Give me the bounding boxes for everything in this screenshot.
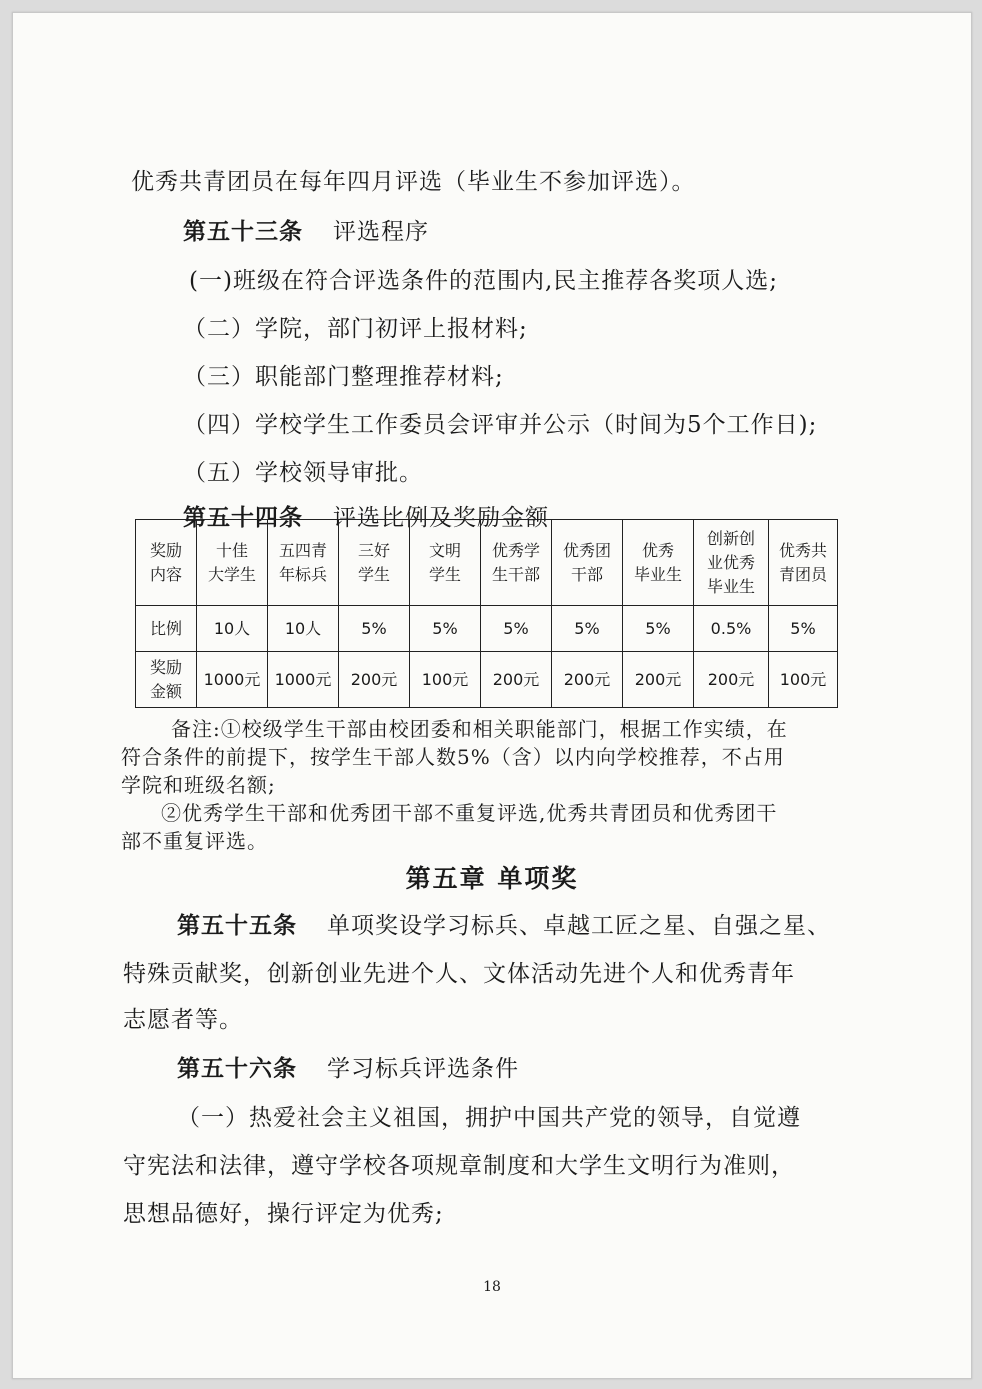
paragraph-line: 志愿者等。 [123, 1007, 243, 1033]
header-cell: 优秀学 生干部 [481, 520, 552, 606]
article-title: 第五十三条 [183, 218, 303, 245]
article-text: 单项奖设学习标兵、卓越工匠之星、自强之星、 [327, 913, 831, 939]
header-cell: 优秀团 干部 [552, 520, 623, 606]
ratio-cell: 5% [410, 606, 481, 652]
article-subject: 评选程序 [333, 219, 429, 245]
list-item: (一)班级在符合评选条件的范围内,民主推荐各奖项人选; [189, 268, 779, 294]
chapter-title: 第五章 单项奖 [405, 864, 579, 893]
article-title: 第五十五条 [177, 912, 297, 939]
amount-cell: 200元 [623, 652, 694, 708]
header-cell: 优秀 毕业生 [623, 520, 694, 606]
amount-cell: 100元 [410, 652, 481, 708]
amount-cell: 200元 [552, 652, 623, 708]
article-55-heading [177, 907, 831, 940]
header-cell: 五四青 年标兵 [268, 520, 339, 606]
ratio-cell: 0.5% [694, 606, 769, 652]
amount-cell: 100元 [769, 652, 838, 708]
header-cell: 三好 学生 [339, 520, 410, 606]
amount-cell: 200元 [339, 652, 410, 708]
header-cell: 优秀共 青团员 [769, 520, 838, 606]
ratio-cell: 5% [339, 606, 410, 652]
amount-cell: 1000元 [268, 652, 339, 708]
row-label: 比例 [136, 606, 197, 652]
header-cell: 创新创 业优秀 毕业生 [694, 520, 769, 606]
amount-cell: 200元 [694, 652, 769, 708]
paragraph-line: 优秀共青团员在每年四月评选（毕业生不参加评选）。 [131, 169, 696, 195]
note-line: 符合条件的前提下，按学生干部人数5%（含）以内向学校推荐，不占用 [121, 745, 785, 769]
list-item: （四）学校学生工作委员会评审并公示（时间为5个工作日); [183, 412, 818, 438]
article-56-heading [177, 1050, 519, 1083]
note-line: 学院和班级名额; [121, 773, 276, 797]
row-label: 奖励 金额 [136, 652, 197, 708]
header-cell: 文明 学生 [410, 520, 481, 606]
table-header-row [136, 520, 838, 606]
award-table [135, 519, 838, 708]
paragraph-line: 特殊贡献奖，创新创业先进个人、文体活动先进个人和优秀青年 [123, 961, 795, 987]
amount-cell: 200元 [481, 652, 552, 708]
list-item: （二）学院，部门初评上报材料; [183, 316, 528, 342]
ratio-cell: 10人 [197, 606, 268, 652]
header-cell: 十佳 大学生 [197, 520, 268, 606]
ratio-cell: 5% [481, 606, 552, 652]
ratio-cell: 5% [769, 606, 838, 652]
article-subject: 评选比例及奖励金额 [333, 505, 549, 531]
note-line: ②优秀学生干部和优秀团干部不重复评选,优秀共青团员和优秀团干 [161, 801, 778, 825]
note-line: 部不重复评选。 [121, 829, 268, 853]
header-cell: 奖励 内容 [136, 520, 197, 606]
amount-cell: 1000元 [197, 652, 268, 708]
table-row-ratio [136, 606, 838, 652]
document-page [12, 12, 972, 1379]
note-line: 备注:①校级学生干部由校团委和相关职能部门，根据工作实绩，在 [171, 717, 788, 741]
page-number: 18 [483, 1279, 501, 1295]
article-subject: 学习标兵评选条件 [327, 1056, 519, 1082]
paragraph-line: 思想品德好，操行评定为优秀; [123, 1201, 444, 1227]
list-item: （五）学校领导审批。 [183, 460, 423, 486]
list-item: （三）职能部门整理推荐材料; [183, 364, 504, 390]
ratio-cell: 5% [552, 606, 623, 652]
ratio-cell: 10人 [268, 606, 339, 652]
article-title: 第五十四条 [183, 504, 303, 531]
article-53-heading [183, 213, 429, 246]
table-row-amount [136, 652, 838, 708]
ratio-cell: 5% [623, 606, 694, 652]
paragraph-line: 守宪法和法律，遵守学校各项规章制度和大学生文明行为准则， [123, 1153, 795, 1179]
paragraph-line: （一）热爱社会主义祖国，拥护中国共产党的领导，自觉遵 [177, 1105, 801, 1131]
article-title: 第五十六条 [177, 1055, 297, 1082]
